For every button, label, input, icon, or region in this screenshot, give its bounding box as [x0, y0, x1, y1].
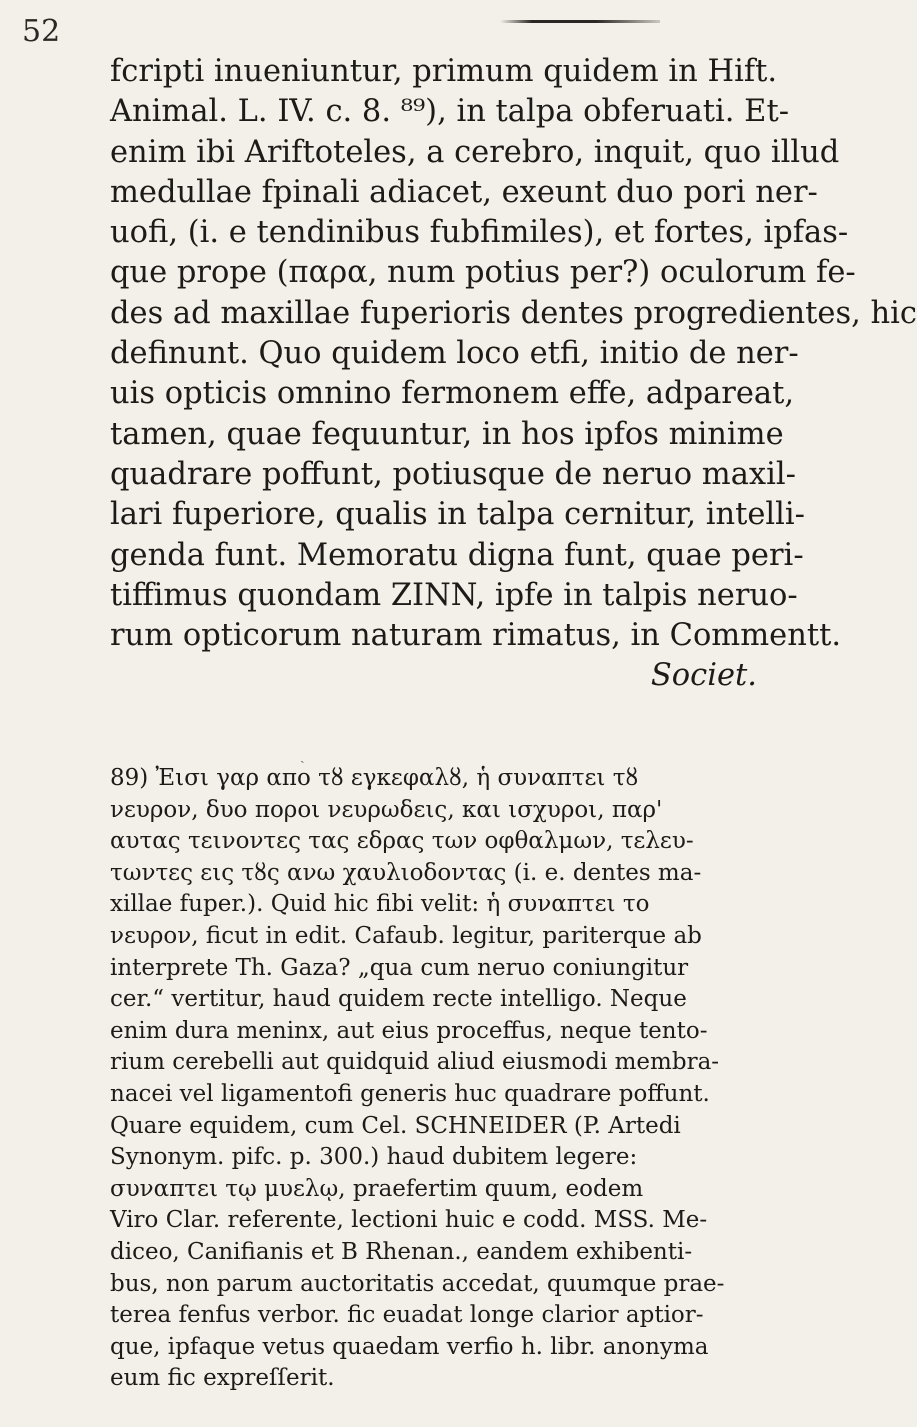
main-line: des ad maxillae fuperioris dentes progredientes, hic: [110, 295, 917, 331]
main-line: tiffimus quondam ZINN, ipfe in talpis neruo-: [110, 577, 798, 613]
top-rule: [500, 20, 660, 23]
main-signature: Societ.: [650, 658, 757, 694]
footnote-line: rium cerebelli aut quidquid aliud eiusmodi membra-: [110, 1049, 720, 1076]
footnote-line: eum fic expreſſerit.: [110, 1365, 335, 1392]
main-line: que prope (παρα, num potius per?) oculorum fe-: [110, 255, 856, 291]
footnote-line: Viro Clar. referente, lectioni huic e codd. MSS. Me-: [110, 1207, 708, 1234]
main-line: medullae fpinali adiacet, exeunt duo pori ner-: [110, 174, 818, 210]
footnote-line: xillae fuper.). Quid hic fibi velit: ἡ συναπτει το: [110, 891, 650, 918]
footnote-line: Quare equidem, cum Cel. SCHNEIDER (P. Artedi: [110, 1112, 681, 1139]
main-line: fcripti inueniuntur, primum quidem in Hift.: [110, 54, 778, 89]
main-line: rum opticorum naturam rimatus, in Commentt.: [110, 618, 842, 654]
main-line: quadrare poffunt, potiusque de neruo maxil-: [110, 456, 796, 492]
main-line: tamen, quae fequuntur, in hos ipfos minime: [110, 416, 784, 452]
main-line: Animal. L. IV. c. 8. ⁸⁹), in talpa obferuati. Et-: [110, 94, 790, 130]
stray-mark: ˎ: [300, 748, 305, 764]
footnote-line: νευρον, ficut in edit. Cafaub. legitur, pariterque ab: [110, 922, 702, 949]
footnote-line: τωντες εις τȣς ανω χαυλιοδοντας (i. e. dentes ma-: [110, 859, 702, 886]
footnote: [110, 763, 770, 1395]
footnote-line: αυτας τεινοντες τας εδρας των οφθαλμων, τελευ-: [110, 828, 694, 855]
footnote-line: que, ipfaque vetus quaedam verfio h. libr. anonyma: [110, 1333, 709, 1360]
main-line: lari fuperiore, qualis in talpa cernitur, intelli-: [110, 497, 805, 533]
main-line: uofi, (i. e tendinibus fubfimiles), et fortes, ipfas-: [110, 215, 849, 251]
footnote-line: enim dura meninx, aut eius proceffus, neque tento-: [110, 1017, 708, 1044]
main-line: genda funt. Memoratu digna funt, quae peri-: [110, 537, 804, 573]
footnote-line: diceo, Canifianis et B Rhenan., eandem exhibenti-: [110, 1238, 693, 1265]
footnote-line: Synonym. pifc. p. 300.) haud dubitem legere:: [110, 1144, 638, 1171]
footnote-line: συναπτει τῳ μυελῳ, praefertim quum, eodem: [110, 1175, 644, 1202]
main-line: uis opticis omnino fermonem effe, adpareat,: [110, 376, 795, 412]
footnote-line: interprete Th. Gaza? „qua cum neruo coniungitur: [110, 954, 689, 981]
footnote-line: nacei vel ligamentofi generis huc quadrare poffunt.: [110, 1080, 710, 1107]
footnote-line: νευρον, δυο ποροι νευρωδεις, και ισχυροι, παρ': [110, 796, 663, 823]
main-line: definunt. Quo quidem loco etfi, initio de ner-: [110, 336, 799, 372]
footnote-line: bus, non parum auctoritatis accedat, quumque prae-: [110, 1270, 725, 1297]
footnote-line: terea fenfus verbor. fic euadat longe clarior aptior-: [110, 1302, 704, 1329]
main-line: enim ibi Ariftoteles, a cerebro, inquit, quo illud: [110, 134, 840, 170]
footnote-line: 89) Ἐισι γαρ απο τȣ εγκεφαλȣ, ἡ συναπτει τȣ: [110, 765, 639, 791]
footnote-line: cer.“ vertitur, haud quidem recte intelligo. Neque: [110, 986, 687, 1013]
page-number: 52: [22, 14, 61, 49]
main-text: [110, 52, 917, 697]
